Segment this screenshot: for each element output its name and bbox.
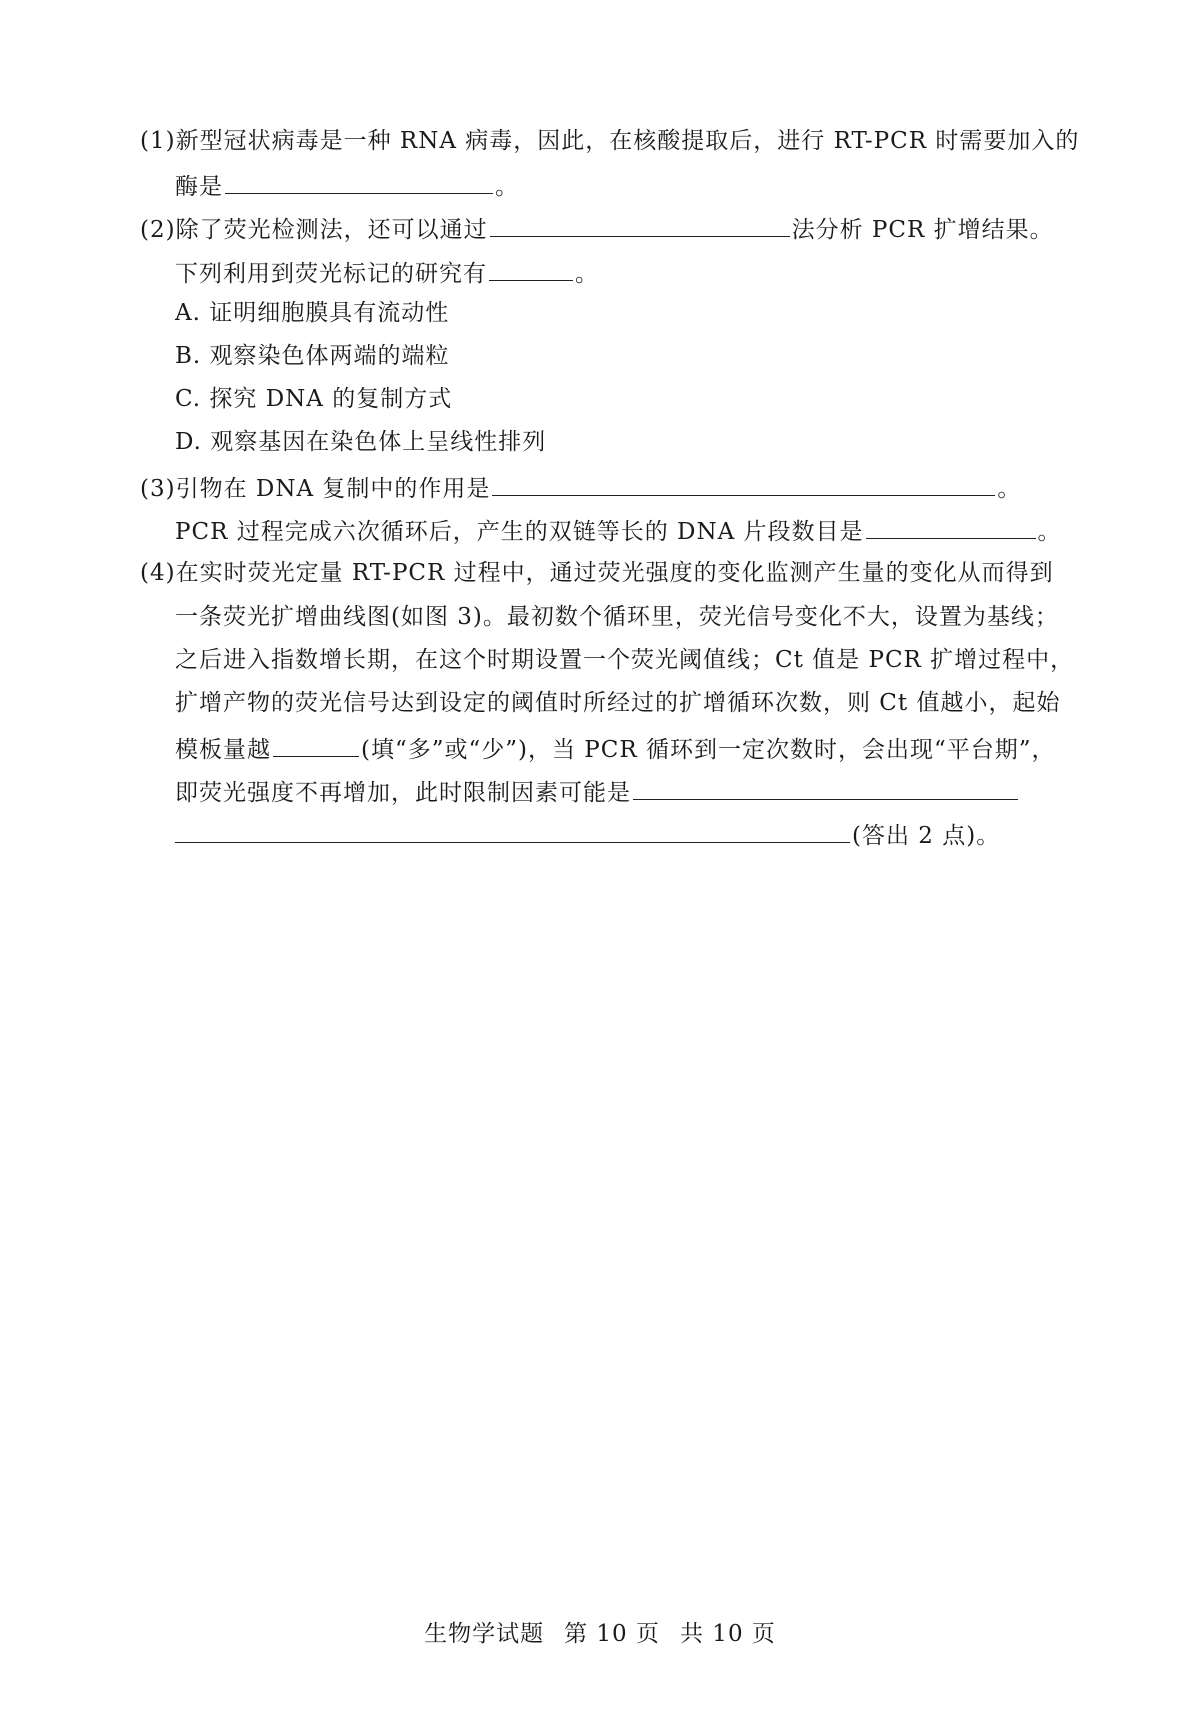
q4-line6 bbox=[175, 775, 1020, 808]
q2-line2 bbox=[175, 256, 599, 289]
q4-line7 bbox=[175, 818, 1000, 851]
q1-line2-post: 。 bbox=[495, 174, 519, 200]
q4-line2: 一条荧光扩增曲线图(如图 3)。最初数个循环里，荧光信号变化不大，设置为基线； bbox=[175, 604, 1059, 630]
q4-line3: 之后进入指数增长期，在这个时期设置一个荧光阈值线；Ct 值是 PCR 扩增过程中， bbox=[175, 647, 1075, 673]
footer-total: 共 10 页 bbox=[680, 1621, 776, 1647]
q3-line1-pre: (3)引物在 DNA 复制中的作用是 bbox=[140, 476, 491, 502]
q1-line2 bbox=[175, 169, 519, 202]
q4-line5-post: (填“多”或“少”)，当 PCR 循环到一定次数时，会出现“平台期”， bbox=[361, 737, 1056, 763]
q2-line2-post: 。 bbox=[575, 261, 599, 287]
q4-amount-blank[interactable] bbox=[273, 732, 359, 757]
q4-limit-blank-1[interactable] bbox=[633, 775, 1018, 800]
q2-option-b: B. 观察染色体两端的端粒 bbox=[175, 343, 450, 369]
q3-count-blank[interactable] bbox=[866, 514, 1036, 539]
q4-line5 bbox=[175, 732, 1056, 765]
q1-line1: (1)新型冠状病毒是一种 RNA 病毒，因此，在核酸提取后，进行 RT-PCR 时需要加入的 bbox=[140, 128, 1080, 154]
q3-line2-pre: PCR 过程完成六次循环后，产生的双链等长的 DNA 片段数目是 bbox=[175, 519, 864, 545]
q4-limit-blank-2[interactable] bbox=[175, 818, 850, 843]
q3-line2-post: 。 bbox=[1037, 519, 1062, 545]
q2-line1-pre: (2)除了荧光检测法，还可以通过 bbox=[140, 217, 488, 243]
footer-page: 第 10 页 bbox=[564, 1621, 660, 1647]
q4-line5-pre: 模板量越 bbox=[175, 737, 271, 763]
q4-line6-pre: 即荧光强度不再增加，此时限制因素可能是 bbox=[175, 780, 631, 806]
q2-line1 bbox=[140, 212, 1054, 245]
q2-method-blank[interactable] bbox=[490, 212, 790, 237]
q2-choice-blank[interactable] bbox=[489, 256, 573, 281]
q4-line7-post: (答出 2 点)。 bbox=[852, 823, 1001, 849]
q2-line2-pre: 下列利用到荧光标记的研究有 bbox=[175, 261, 487, 287]
q3-line1 bbox=[140, 471, 1021, 504]
q2-option-a: A. 证明细胞膜具有流动性 bbox=[175, 300, 450, 326]
page-footer bbox=[0, 1619, 1200, 1649]
q4-line4: 扩增产物的荧光信号达到设定的阈值时所经过的扩增循环次数，则 Ct 值越小，起始 bbox=[175, 690, 1061, 716]
q1-answer-blank[interactable] bbox=[225, 169, 493, 194]
q3-line2 bbox=[175, 514, 1062, 547]
q2-line1-post: 法分析 PCR 扩增结果。 bbox=[791, 217, 1054, 243]
q3-line1-post: 。 bbox=[997, 476, 1022, 502]
q3-primer-blank[interactable] bbox=[492, 471, 995, 496]
q1-line2-pre: 酶是 bbox=[175, 174, 223, 200]
q2-option-d: D. 观察基因在染色体上呈线性排列 bbox=[175, 429, 547, 455]
q2-option-c: C. 探究 DNA 的复制方式 bbox=[175, 386, 453, 412]
footer-subject: 生物学试题 bbox=[424, 1621, 545, 1647]
q4-line1: (4)在实时荧光定量 RT-PCR 过程中，通过荧光强度的变化监测产生量的变化从而得到 bbox=[140, 560, 1054, 586]
